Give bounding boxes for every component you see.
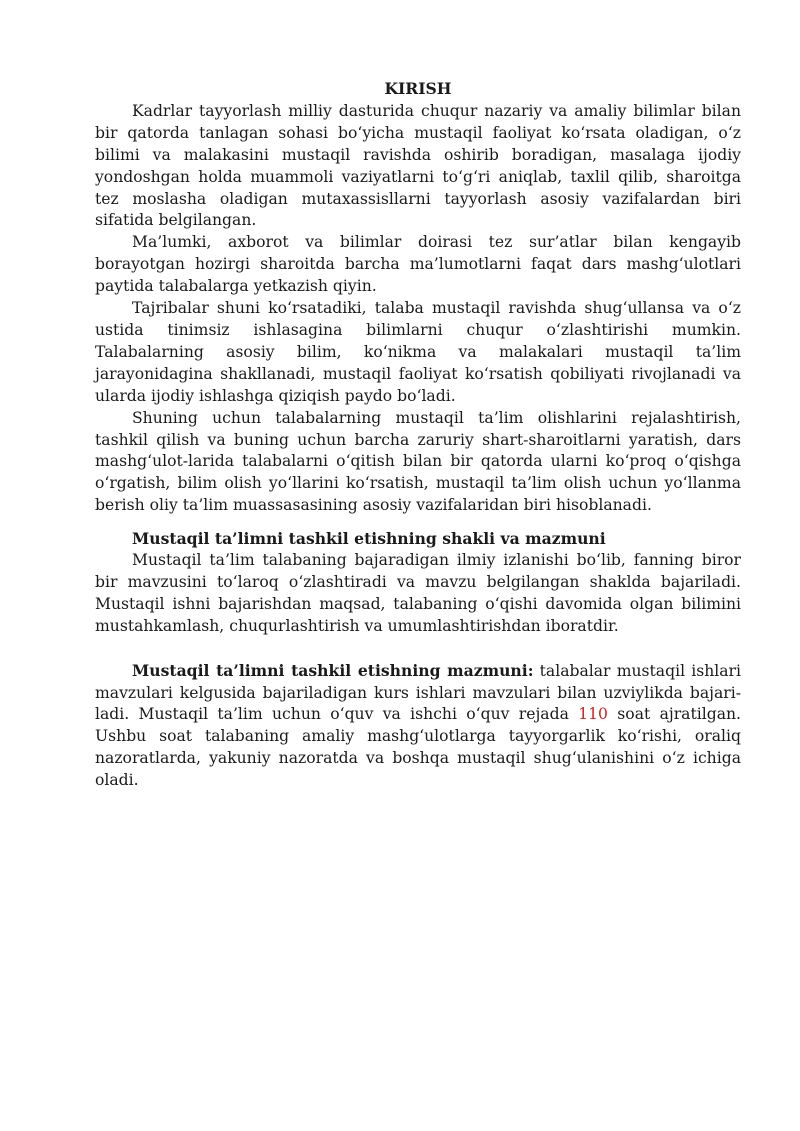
content-paragraph: [95, 660, 741, 792]
intro-paragraph-3: Tajribalar shuni ko‘rsatadiki, talaba mustaqil ravishda shug‘ullansa va o‘z ustida tinimsiz ishlasagina bilimlarni chuqur o‘zlashtirishi mumkin. Talabalarning asosiy bilim, ko‘nikma va malakalari mustaqil ta’lim jarayonidagina shakllanadi, mustaqil faoliyat ko‘rsatish qobiliyati rivojlanadi va ularda ijodiy ishlashga qiziqish paydo bo‘ladi.: [95, 299, 741, 405]
content-paragraph-text-after: soat ajratilgan. Ushbu soat talabaning amaliy mashg‘ulotlarga tayyorgarlik ko‘rishi, oraliq nazoratlarda, yakuniy nazoratda va boshqa mustaqil shug‘ulanishini o‘z ichiga oladi.: [95, 705, 741, 790]
intro-paragraph-4: Shuning uchun talabalarning mustaqil ta’lim olishlarini rejalashtirish, tashkil qilish va buning uchun barcha zaruriy shart-sharoitlarni yaratish, dars mashg‘ulot-larida talabalarni o‘qitish bilan bir qatorda ularni ko‘proq o‘qishga o‘rgatish, bilim olish yo‘llarini ko‘rsatish, mustaqil ta’lim olish uchun yo‘llanma berish oliy ta’lim muassasasining asosiy vazifalaridan biri hisoblanadi.: [95, 408, 741, 515]
content-paragraph-text-before: talabalar mustaqil ishlari mavzulari kelgusida bajariladigan kurs ishlari mavzulari bilan uzviylikda bajari- ladi. Mustaqil ta’lim uchun o‘quv va ishchi o‘quv rejada: [95, 661, 741, 724]
intro-paragraph-2: Ma’lumki, axborot va bilimlar doirasi tez sur’atlar bilan kengayib borayotgan hozirgi sharoitda barcha ma’lumotlarni faqat dars mashg‘ulotlari paytida talabalarga yetkazish qiyin.: [95, 233, 741, 296]
section-heading: Mustaqil ta’limni tashkil etishning shakli va mazmuni: [132, 529, 606, 549]
hours-highlight: 110: [578, 705, 608, 724]
intro-paragraph-1: Kadrlar tayyorlash milliy dasturida chuqur nazariy va amaliy bilimlar bilan bir qatorda tanlagan sohasi bo‘yicha mustaqil faoliyat ko‘rsata oladigan, o‘z bilimi va malakasini mustaqil ravishda oshirib boradigan, masalaga ijodiy yondoshgan holda muammoli vaziyatlarni to‘g‘ri aniqlab, taxlil qilib, sharoitga tez moslasha oladigan mutaxassisllarni tayyorlash asosiy vazifalardan biri sifatida belgilangan.: [95, 101, 741, 230]
document-page: [95, 78, 741, 792]
content-paragraph-lead: Mustaqil ta’limni tashkil etishning mazmuni:: [132, 660, 534, 680]
section-paragraph: Mustaqil ta’lim talabaning bajaradigan ilmiy izlanishi bo‘lib, fanning biror bir mavzusini to‘laroq o‘zlashtiradi va mavzu belgilangan shaklda bajariladi. Mustaqil ishni bajarishdan maqsad, talabaning o‘qishi davomida olgan bilimini mustahkamlash, chuqurlashtirish va umumlashtirishdan iboratdir.: [95, 551, 741, 635]
page-title: KIRISH: [384, 79, 452, 98]
